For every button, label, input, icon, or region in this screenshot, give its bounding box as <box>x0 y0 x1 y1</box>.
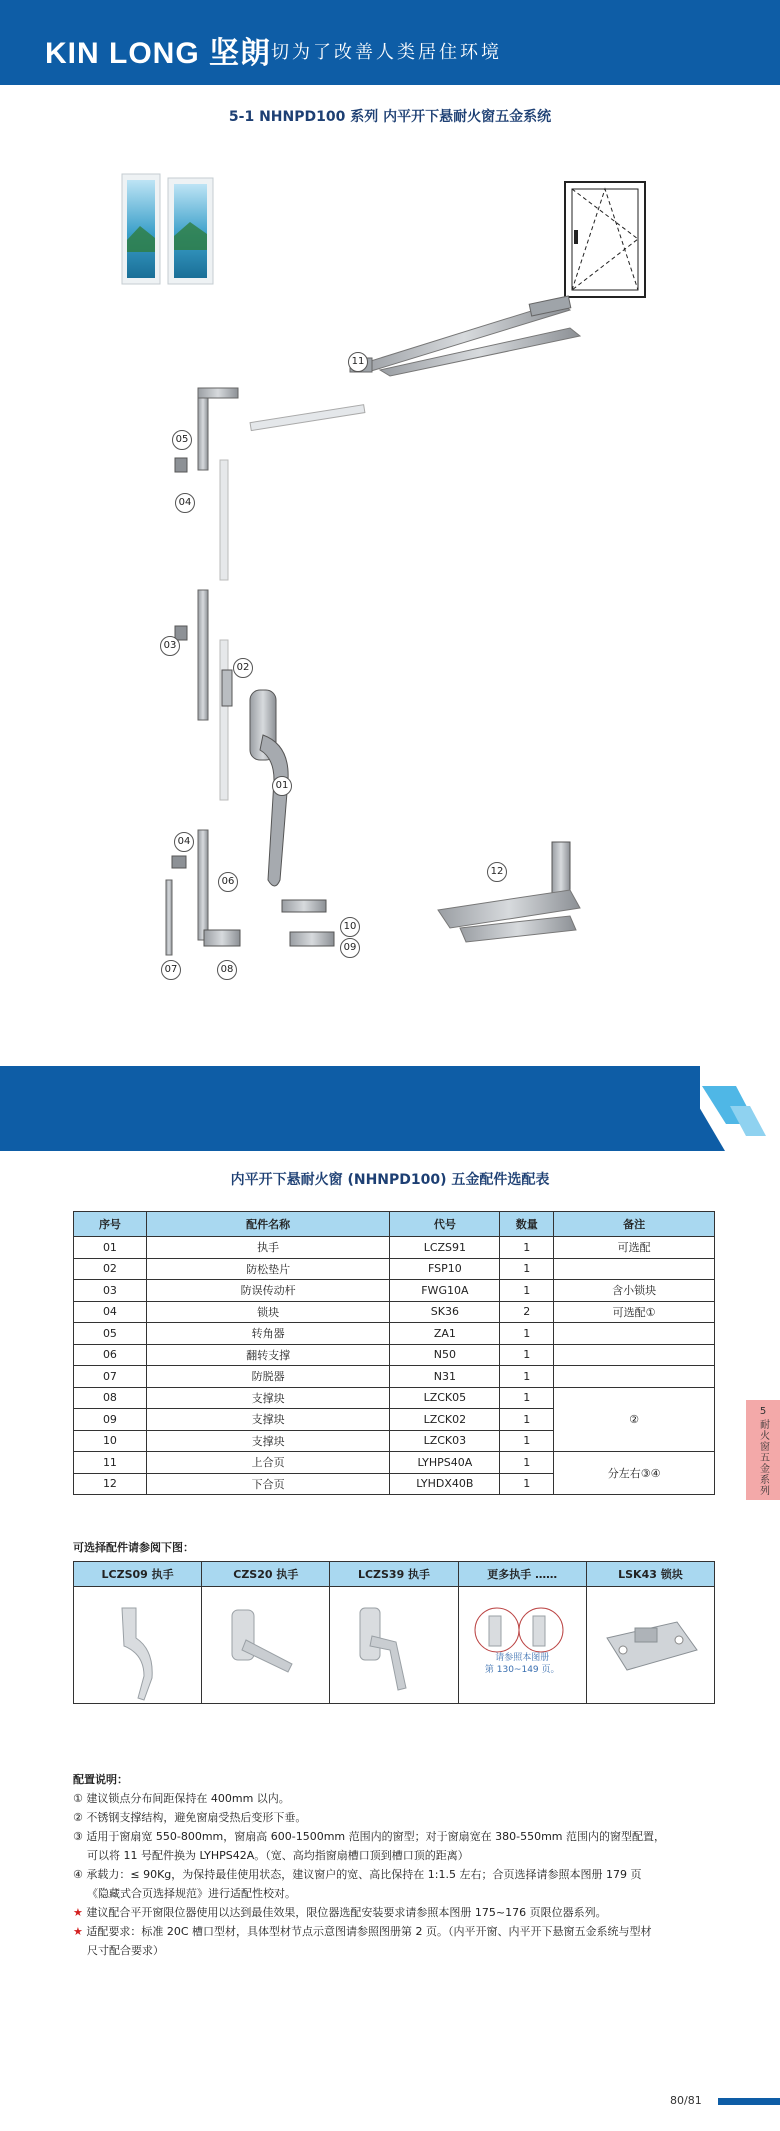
lock-block <box>175 458 187 472</box>
cell-code: LCZS91 <box>390 1237 500 1259</box>
cell-no: 09 <box>74 1409 147 1431</box>
note-line: ③ 适用于窗扇宽 550-800mm，窗扇高 600-1500mm 范围内的窗型；对于窗扇宽在 380-550mm 范围内的窗型配置， <box>73 1830 666 1843</box>
callout-12: 12 <box>487 862 507 882</box>
chapter-label: 耐火窗五金系列 <box>757 1419 769 1496</box>
cell-code: ZA1 <box>390 1323 500 1345</box>
section-title: 5-1 NHNPD100 系列 内平开下悬耐火窗五金系统 <box>228 109 552 125</box>
handle-image <box>74 1588 199 1705</box>
note-text: 建议配合平开窗限位器使用以达到最佳效果，限位器选配安装要求请参照本图册 175~176 页限位器系列。 <box>86 1906 607 1919</box>
cell-code: FSP10 <box>390 1258 500 1280</box>
cell-no: 06 <box>74 1344 147 1366</box>
table-row <box>74 1237 715 1259</box>
cell-name: 防松垫片 <box>146 1258 390 1280</box>
table-row <box>74 1452 715 1474</box>
window-photo <box>122 174 213 284</box>
note-line: ④ 承载力：≤ 90Kg，为保持最佳使用状态，建议窗户的宽、高比保持在 1:1.5 左右；合页选择请参照本图册 179 页 <box>73 1868 642 1881</box>
cell-qty: 1 <box>500 1258 554 1280</box>
configuration-notes <box>73 1770 673 1960</box>
cell-no: 08 <box>74 1387 147 1409</box>
band-decoration <box>640 1066 780 1156</box>
callout-03: 03 <box>160 636 180 656</box>
cell-code: LZCK02 <box>390 1409 500 1431</box>
anti-loose-washer <box>222 670 232 706</box>
handle-image <box>330 1588 455 1705</box>
cell-qty: 1 <box>500 1280 554 1302</box>
vertical-rod-lower <box>220 640 228 800</box>
cell-note <box>554 1344 715 1366</box>
option-card <box>74 1562 202 1703</box>
cell-note <box>554 1258 715 1280</box>
cell-no: 05 <box>74 1323 147 1345</box>
cell-no: 07 <box>74 1366 147 1388</box>
table-row <box>74 1258 715 1280</box>
table-row <box>74 1280 715 1302</box>
support-block-09 <box>290 932 334 946</box>
gasket-strip <box>250 405 365 431</box>
brand-logo: KIN LONG 坚朗 <box>45 37 271 70</box>
cell-code: N50 <box>390 1344 500 1366</box>
cell-code: N31 <box>390 1366 500 1388</box>
cell-code: LYHDX40B <box>390 1473 500 1495</box>
cell-name: 支撑块 <box>146 1409 390 1431</box>
note-line: ① 建议锁点分布间距保持在 400mm 以内。 <box>73 1792 290 1805</box>
option-card <box>587 1562 714 1703</box>
table-row <box>74 1301 715 1323</box>
cell-qty: 1 <box>500 1409 554 1431</box>
cell-no: 01 <box>74 1237 147 1259</box>
option-title: LSK43 锁块 <box>587 1562 714 1587</box>
table-header-row <box>74 1212 715 1237</box>
cell-note <box>554 1366 715 1388</box>
cell-name: 锁块 <box>146 1301 390 1323</box>
cell-code: LZCK05 <box>390 1387 500 1409</box>
anti-drop <box>166 880 172 955</box>
handle-image <box>202 1588 327 1705</box>
corner-drive <box>198 388 238 470</box>
callout-01: 01 <box>272 776 292 796</box>
table-row <box>74 1344 715 1366</box>
lock-block-3 <box>172 856 186 868</box>
option-title: CZS20 执手 <box>202 1562 329 1587</box>
callout-07: 07 <box>161 960 181 980</box>
table-row <box>74 1387 715 1409</box>
cell-name: 支撑块 <box>146 1387 390 1409</box>
cell-name: 翻转支撑 <box>146 1344 390 1366</box>
options-label: 可选择配件请参阅下图： <box>73 1541 194 1554</box>
callout-11: 11 <box>348 352 368 372</box>
cell-no: 10 <box>74 1430 147 1452</box>
chapter-number: 5 <box>759 1406 767 1417</box>
callout-04b: 04 <box>174 832 194 852</box>
note-line-starred <box>73 1903 673 1922</box>
note-line: ② 不锈钢支撑结构，避免窗扇受热后变形下垂。 <box>73 1811 307 1824</box>
callout-08: 08 <box>217 960 237 980</box>
cell-qty: 2 <box>500 1301 554 1323</box>
cell-name: 上合页 <box>146 1452 390 1474</box>
callout-06: 06 <box>218 872 238 892</box>
note-line: 可以将 11 号配件换为 LYHPS42A。（宽、高均指窗扇槽口顶到槽口顶的距离） <box>87 1849 469 1862</box>
cell-qty: 1 <box>500 1237 554 1259</box>
cell-qty: 1 <box>500 1387 554 1409</box>
cell-qty: 1 <box>500 1323 554 1345</box>
col-header-note: 备注 <box>554 1212 715 1237</box>
cell-note: 可选配 <box>554 1237 715 1259</box>
table-title: 内平开下悬耐火窗 (NHNPD100) 五金配件选配表 <box>230 1172 550 1188</box>
table-row <box>74 1323 715 1345</box>
star-icon: ★ <box>73 1925 83 1938</box>
cell-qty: 1 <box>500 1473 554 1495</box>
handles-image <box>459 1588 584 1705</box>
brand-slogan: 一切为了改善人类居住环境 <box>250 42 502 63</box>
col-header-name: 配件名称 <box>146 1212 390 1237</box>
page-number: 80/81 <box>670 2094 702 2107</box>
note-text: 适配要求：标准 20C 槽口型材，具体型材节点示意图请参照图册第 2 页。（内平开窗、内平开下悬窗五金系统与型材 <box>86 1925 652 1938</box>
note-line: 尺寸配合要求） <box>87 1944 164 1957</box>
callout-04: 04 <box>175 493 195 513</box>
cell-qty: 1 <box>500 1366 554 1388</box>
option-title: 更多执手 …… <box>459 1562 586 1587</box>
footer-accent-bar <box>718 2098 780 2105</box>
callout-02: 02 <box>233 658 253 678</box>
option-card <box>202 1562 330 1703</box>
top-hinge-arm <box>350 296 580 376</box>
pivot-support <box>198 830 208 940</box>
callout-10: 10 <box>340 917 360 937</box>
option-card <box>459 1562 587 1703</box>
more-handles-caption: 请参照本图册 第 130~149 页。 <box>484 1653 560 1675</box>
anti-error-rod <box>198 590 208 720</box>
cell-qty: 1 <box>500 1452 554 1474</box>
parts-table <box>73 1211 715 1495</box>
section-band <box>0 1066 700 1151</box>
notes-title: 配置说明： <box>73 1773 128 1786</box>
cell-name: 支撑块 <box>146 1430 390 1452</box>
cell-name: 下合页 <box>146 1473 390 1495</box>
cell-qty: 1 <box>500 1430 554 1452</box>
cell-name: 防脱器 <box>146 1366 390 1388</box>
cell-code: LZCK03 <box>390 1430 500 1452</box>
option-card <box>330 1562 458 1703</box>
note-line-starred <box>73 1922 673 1941</box>
cell-code: FWG10A <box>390 1280 500 1302</box>
callout-09: 09 <box>340 938 360 958</box>
lock-block-image <box>587 1588 712 1705</box>
col-header-code: 代号 <box>390 1212 500 1237</box>
optional-accessories <box>73 1561 715 1704</box>
table-row <box>74 1366 715 1388</box>
cell-code: SK36 <box>390 1301 500 1323</box>
star-icon: ★ <box>73 1906 83 1919</box>
cell-no: 11 <box>74 1452 147 1474</box>
cell-code: LYHPS40A <box>390 1452 500 1474</box>
cell-qty: 1 <box>500 1344 554 1366</box>
cell-note-merged: 分左右③④ <box>554 1452 715 1495</box>
vertical-rod-upper <box>220 460 228 580</box>
cell-name: 转角器 <box>146 1323 390 1345</box>
cell-no: 12 <box>74 1473 147 1495</box>
cell-note-merged: ② <box>554 1387 715 1452</box>
exploded-hardware-diagram <box>100 160 680 990</box>
cell-note: 含小锁块 <box>554 1280 715 1302</box>
page-header <box>0 0 780 85</box>
col-header-qty: 数量 <box>500 1212 554 1237</box>
note-line: 《隐藏式合页选择规范》进行适配性校对。 <box>87 1887 296 1900</box>
cell-note <box>554 1323 715 1345</box>
chapter-side-tab <box>746 1400 780 1500</box>
callout-05: 05 <box>172 430 192 450</box>
cell-name: 执手 <box>146 1237 390 1259</box>
support-block-08 <box>204 930 240 946</box>
bottom-hinge <box>438 842 580 942</box>
option-title: LCZS09 执手 <box>74 1562 201 1587</box>
cell-no: 02 <box>74 1258 147 1280</box>
cell-name: 防误传动杆 <box>146 1280 390 1302</box>
option-title: LCZS39 执手 <box>330 1562 457 1587</box>
cell-no: 04 <box>74 1301 147 1323</box>
cell-note: 可选配① <box>554 1301 715 1323</box>
support-block-10 <box>282 900 326 912</box>
cell-no: 03 <box>74 1280 147 1302</box>
hardware-illustration <box>100 160 680 990</box>
col-header-no: 序号 <box>74 1212 147 1237</box>
window-opening-symbol <box>565 182 645 297</box>
